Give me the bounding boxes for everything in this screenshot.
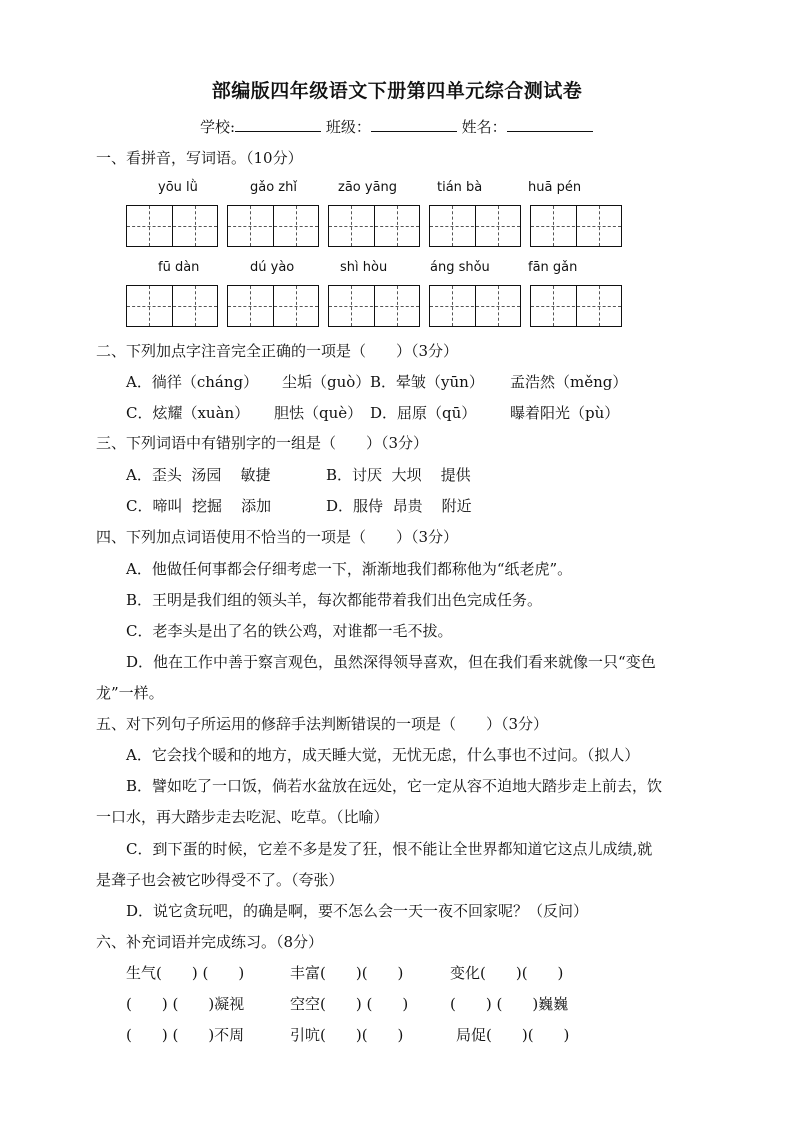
pinyin-2: gǎo zhǐ (250, 180, 297, 195)
option-d[interactable]: D．屈原（qū） (370, 404, 477, 422)
fill-blank-item[interactable]: ( ) ( )巍巍 (450, 995, 569, 1013)
pinyin-8: shì hòu (340, 260, 388, 275)
pinyin-9: áng shǒu (430, 260, 490, 275)
name-blank[interactable] (507, 116, 593, 132)
option-c[interactable]: C．到下蛋的时候，它差不多是发了狂，恨不能让全世界都知道它这点儿成绩,就 (126, 840, 653, 858)
fill-blank-item[interactable]: 变化( )( ) (450, 964, 564, 982)
class-blank[interactable] (371, 116, 457, 132)
question-2-heading: 二、下列加点字注音完全正确的一项是（ ）（3分） (96, 342, 459, 360)
writing-box[interactable] (429, 205, 521, 247)
fill-blank-item[interactable]: 局促( )( ) (456, 1026, 570, 1044)
writing-box[interactable] (227, 285, 319, 327)
option-b-part2: 孟浩然（měng） (510, 373, 628, 391)
option-b[interactable]: B．王明是我们组的领头羊，每次都能带着我们出色完成任务。 (126, 591, 543, 609)
page-title: 部编版四年级语文下册第四单元综合测试卷 (211, 80, 583, 102)
writing-box[interactable] (429, 285, 521, 327)
option-c-part2: 胆怯（què） (274, 404, 363, 422)
option-a[interactable]: A．它会找个暖和的地方，成天睡大觉，无忧无虑，什么事也不过问。（拟人） (126, 746, 640, 764)
name-label: 姓名： (461, 118, 507, 136)
option-b[interactable]: B．讨厌 大坝 提供 (326, 466, 471, 484)
option-c-continued: 是聋子也会被它吵得受不了。（夸张） (96, 871, 344, 889)
pinyin-3: zāo yāng (338, 180, 398, 195)
writing-box[interactable] (530, 205, 622, 247)
question-3-heading: 三、下列词语中有错别字的一组是（ ）（3分） (96, 434, 429, 452)
fill-blank-item[interactable]: 空空( ) ( ) (290, 995, 409, 1013)
option-b[interactable]: B．晕皱（yūn） (370, 373, 484, 391)
writing-box[interactable] (227, 205, 319, 247)
writing-box[interactable] (126, 205, 218, 247)
pinyin-1: yōu lǜ (158, 180, 198, 195)
pinyin-6: fū dàn (158, 260, 200, 275)
pinyin-7: dú yào (250, 260, 295, 275)
option-d[interactable]: D．他在工作中善于察言观色，虽然深得领导喜欢，但在我们看来就像一只“变色 (126, 653, 656, 671)
option-a[interactable]: A．徜徉（cháng） (126, 373, 259, 391)
writing-box[interactable] (328, 285, 420, 327)
school-label: 学校: (200, 118, 236, 136)
option-c[interactable]: C．啼叫 挖掘 添加 (126, 497, 272, 515)
writing-box[interactable] (126, 285, 218, 327)
option-d[interactable]: D．服侍 昂贵 附近 (326, 497, 472, 515)
question-1-heading: 一、看拼音，写词语。（10分） (96, 149, 303, 167)
fill-blank-item[interactable]: 引吭( )( ) (290, 1026, 404, 1044)
fill-blank-item[interactable]: ( ) ( )不周 (126, 1026, 245, 1044)
writing-box[interactable] (328, 205, 420, 247)
option-d-part2: 曝着阳光（pù） (510, 404, 620, 422)
option-c[interactable]: C．炫耀（xuàn） (126, 404, 250, 422)
school-blank[interactable] (235, 116, 321, 132)
writing-box[interactable] (530, 285, 622, 327)
fill-blank-item[interactable]: ( ) ( )凝视 (126, 995, 245, 1013)
question-4-heading: 四、下列加点词语使用不恰当的一项是（ ）（3分） (96, 528, 459, 546)
option-d[interactable]: D．说它贪玩吧，的确是啊，要不怎么会一天一夜不回家呢？（反问） (126, 902, 589, 920)
pinyin-4: tián bà (437, 180, 483, 195)
fill-blank-item[interactable]: 丰富( )( ) (290, 964, 404, 982)
pinyin-10: fān gǎn (528, 260, 578, 275)
option-a[interactable]: A．他做任何事都会仔细考虑一下，渐渐地我们都称他为“纸老虎”。 (126, 560, 573, 578)
question-6-heading: 六、补充词语并完成练习。（8分） (96, 933, 324, 951)
option-a-part2: 尘垢（guò） (282, 373, 371, 391)
student-info (200, 116, 593, 137)
option-b-continued: 一口水，再大踏步走去吃泥、吃草。（比喻） (96, 808, 389, 826)
option-d-continued: 龙”一样。 (96, 684, 164, 702)
fill-blank-item[interactable]: 生气( ) ( ) (126, 964, 245, 982)
option-a[interactable]: A．歪头 汤园 敏捷 (126, 466, 271, 484)
option-b[interactable]: B．譬如吃了一口饭，倘若水盆放在远处，它一定从容不迫地大踏步走上前去，饮 (126, 777, 663, 795)
pinyin-5: huā pén (528, 180, 582, 195)
question-5-heading: 五、对下列句子所运用的修辞手法判断错误的一项是（ ）（3分） (96, 715, 549, 733)
option-c[interactable]: C．老李头是出了名的铁公鸡，对谁都一毛不拔。 (126, 622, 453, 640)
class-label: 班级： (325, 118, 371, 136)
